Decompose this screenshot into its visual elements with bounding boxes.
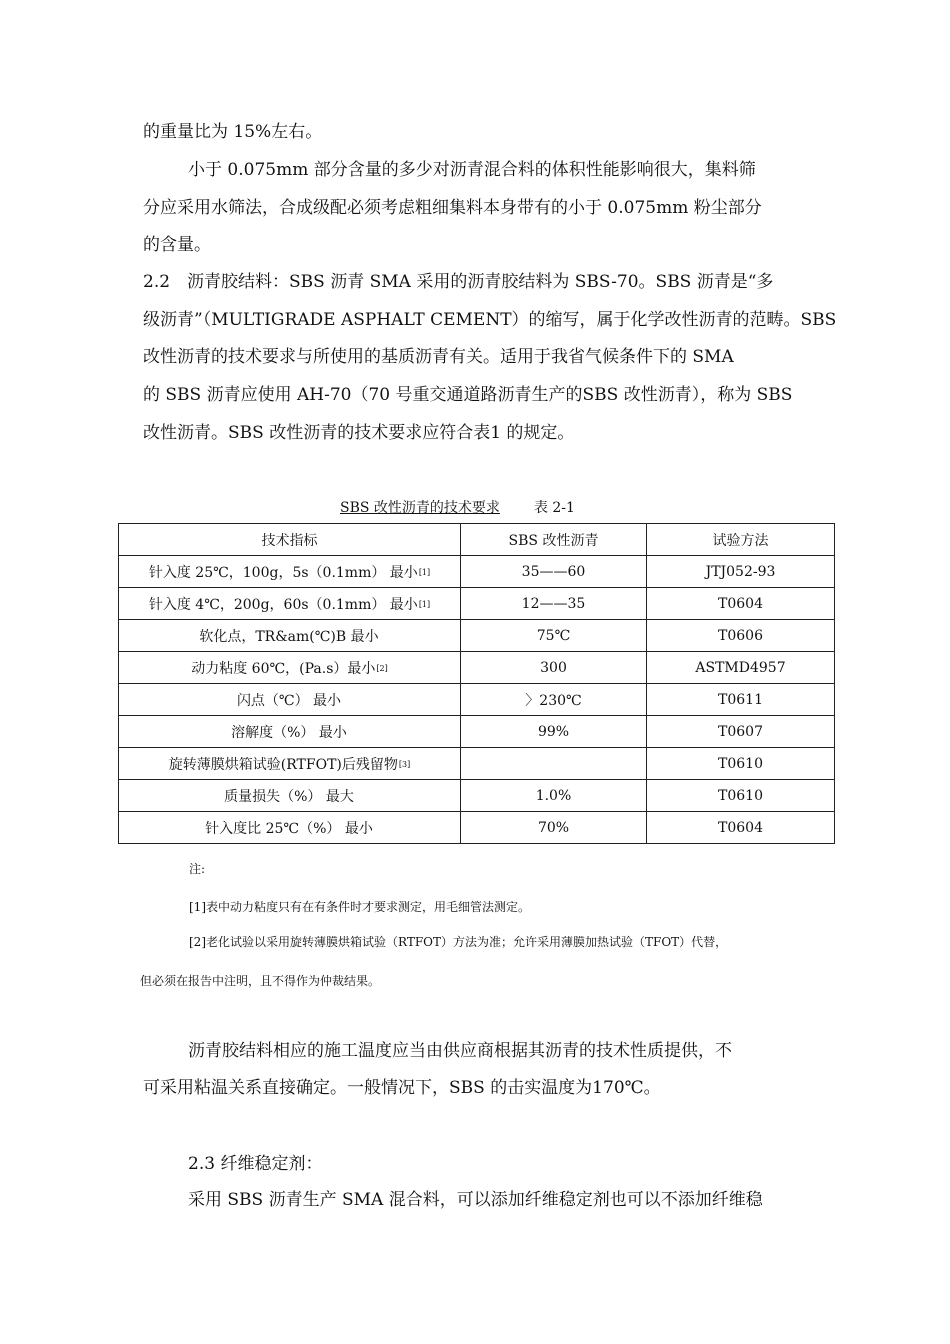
paragraph-line: 的 SBS 沥青应使用 AH-70（70 号重交通道路沥青生产的SBS 改性沥青），称为 SBS	[143, 385, 793, 405]
cell-method: T0604	[647, 588, 835, 620]
header-sbs: SBS 改性沥青	[461, 524, 647, 556]
cell-index	[119, 588, 461, 620]
index-text: 动力粘度 60℃，(Pa.s）最小	[191, 660, 376, 677]
cell-index	[119, 812, 461, 844]
table-row	[119, 748, 835, 780]
table-caption-title: SBS 改性沥青的技术要求	[340, 500, 500, 516]
cell-index	[119, 684, 461, 716]
cell-method: T0604	[647, 812, 835, 844]
paragraph-line: 采用 SBS 沥青生产 SMA 混合料，可以添加纤维稳定剂也可以不添加纤维稳	[188, 1190, 763, 1210]
cell-value: 12——35	[461, 588, 647, 620]
section-heading-2-2: 2.2 沥青胶结料：SBS 沥青 SMA 采用的沥青胶结料为 SBS-70。SBS 沥青是“多	[143, 272, 774, 292]
cell-value: 75℃	[461, 620, 647, 652]
index-text: 针入度比 25℃（%） 最小	[205, 820, 373, 837]
header-method: 试验方法	[647, 524, 835, 556]
cell-method: T0610	[647, 748, 835, 780]
cell-method: ASTMD4957	[647, 652, 835, 684]
table-row	[119, 652, 835, 684]
note-2-line-2: 但必须在报告中注明，且不得作为仲裁结果。	[140, 974, 381, 988]
table-header-row	[119, 524, 835, 556]
cell-value: 99%	[461, 716, 647, 748]
cell-index	[119, 556, 461, 588]
index-text: 旋转薄膜烘箱试验(RTFOT)后残留物	[168, 756, 398, 773]
footnote-ref: [1]	[418, 567, 431, 577]
table-row	[119, 588, 835, 620]
cell-value	[461, 748, 647, 780]
paragraph-line: 可采用粘温关系直接确定。一般情况下，SBS 的击实温度为170℃。	[143, 1078, 661, 1098]
cell-method: JTJ052-93	[647, 556, 835, 588]
cell-value: 300	[461, 652, 647, 684]
cell-index	[119, 716, 461, 748]
cell-method: T0606	[647, 620, 835, 652]
index-text: 质量损失（%） 最大	[224, 788, 354, 805]
paragraph-line: 级沥青”（MULTIGRADE ASPHALT CEMENT）的缩写，属于化学改性沥青的范畴。SBS	[143, 310, 837, 330]
section-heading-2-3: 2.3 纤维稳定剂：	[188, 1154, 323, 1174]
paragraph-line: 的含量。	[143, 235, 211, 255]
cell-index	[119, 652, 461, 684]
note-2-line-1: [2]老化试验以采用旋转薄膜烘箱试验（RTFOT）方法为准；允许采用薄膜加热试验（TFOT）代替，	[189, 935, 728, 949]
cell-value: 〉230℃	[461, 684, 647, 716]
table-row	[119, 620, 835, 652]
index-text: 软化点，TR&am(℃)B 最小	[199, 628, 379, 645]
notes-label: 注:	[189, 862, 206, 876]
cell-method: T0610	[647, 780, 835, 812]
paragraph-line: 沥青胶结料相应的施工温度应当由供应商根据其沥青的技术性质提供，不	[188, 1041, 732, 1061]
table-row	[119, 812, 835, 844]
cell-value: 70%	[461, 812, 647, 844]
spec-table	[118, 523, 835, 844]
header-index: 技术指标	[119, 524, 461, 556]
cell-index	[119, 780, 461, 812]
table-caption	[340, 497, 575, 517]
paragraph-line: 小于 0.075mm 部分含量的多少对沥青混合料的体积性能影响很大，集料筛	[188, 160, 756, 180]
table-row	[119, 716, 835, 748]
footnote-ref: [2]	[376, 663, 388, 673]
paragraph-line: 分应采用水筛法，合成级配必须考虑粗细集料本身带有的小于 0.075mm 粉尘部分	[143, 198, 762, 218]
index-text: 溶解度（%） 最小	[231, 724, 347, 741]
cell-value: 35——60	[461, 556, 647, 588]
index-text: 针入度 25℃，100g，5s（0.1mm） 最小	[148, 564, 418, 581]
cell-method: T0607	[647, 716, 835, 748]
paragraph-line: 改性沥青的技术要求与所使用的基质沥青有关。适用于我省气候条件下的 SMA	[143, 347, 734, 367]
cell-index	[119, 620, 461, 652]
note-1: [1]表中动力粘度只有在有条件时才要求测定，用毛细管法测定。	[189, 900, 531, 914]
footnote-ref: [1]	[418, 599, 431, 609]
table-row	[119, 556, 835, 588]
index-text: 针入度 4℃，200g，60s（0.1mm） 最小	[148, 596, 418, 613]
table-caption-number: 表 2-1	[533, 500, 575, 516]
table-row	[119, 684, 835, 716]
index-text: 闪点（℃） 最小	[236, 692, 342, 709]
cell-method: T0611	[647, 684, 835, 716]
cell-index	[119, 748, 461, 780]
paragraph-line: 改性沥青。SBS 改性沥青的技术要求应符合表1 的规定。	[143, 423, 575, 443]
table-row	[119, 780, 835, 812]
cell-value: 1.0%	[461, 780, 647, 812]
paragraph-line: 的重量比为 15%左右。	[143, 122, 323, 142]
footnote-ref: [3]	[398, 759, 411, 769]
